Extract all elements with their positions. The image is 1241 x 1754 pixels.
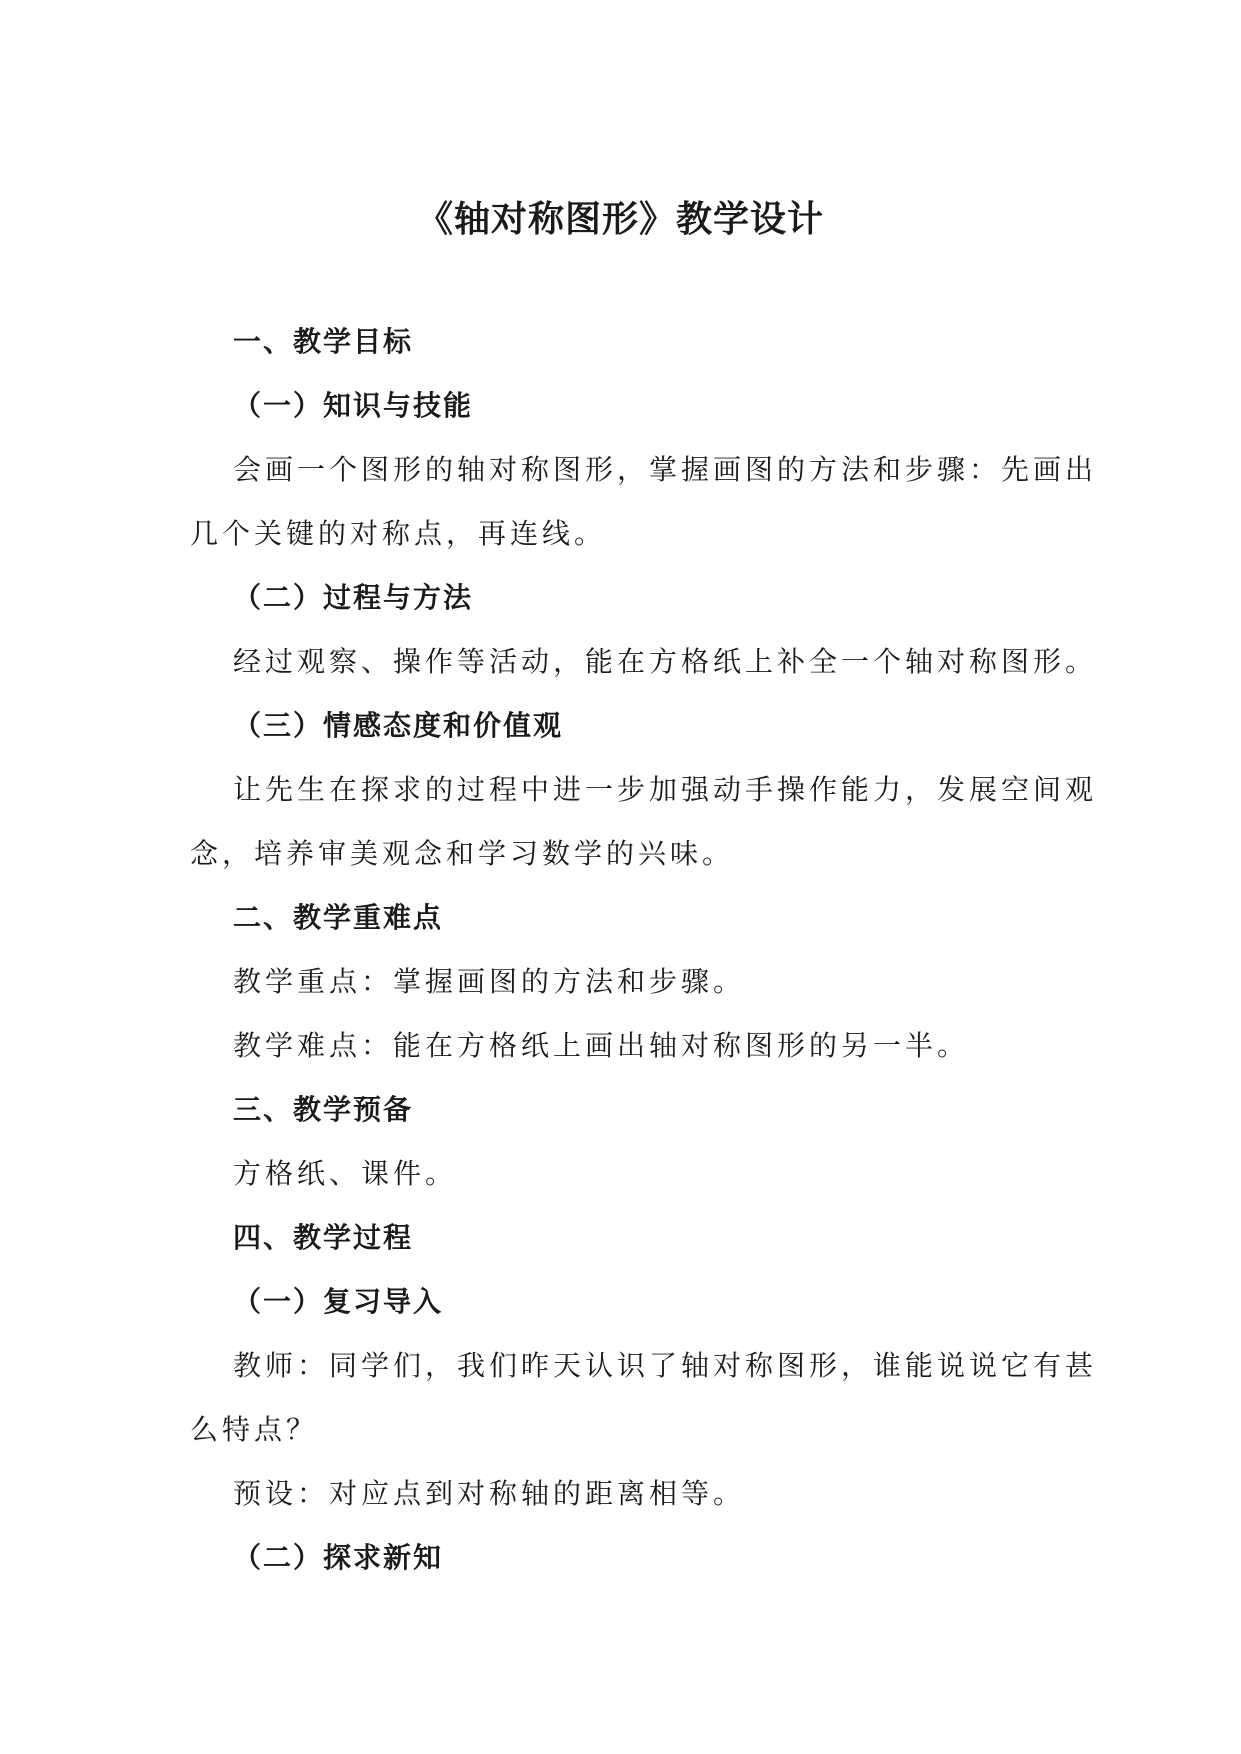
paragraph-line: 么特点？ [190, 1413, 319, 1446]
paragraph-line: 几个关键的对称点，再连线。 [190, 517, 607, 550]
paragraph-line: 预设：对应点到对称轴的距离相等。 [233, 1477, 746, 1510]
paragraph-line: 方格纸、课件。 [233, 1157, 458, 1190]
subheading-attitude-values: （三）情感态度和价值观 [233, 709, 564, 742]
paragraph-line: 教学难点：能在方格纸上画出轴对称图形的另一半。 [233, 1029, 970, 1062]
section-heading-key-points: 二、教学重难点 [233, 901, 444, 934]
subheading-process-method: （二）过程与方法 [233, 581, 474, 614]
section-heading-process: 四、教学过程 [233, 1221, 414, 1254]
paragraph-line: 经过观察、操作等活动，能在方格纸上补全一个轴对称图形。 [233, 645, 1098, 678]
subheading-knowledge-skills: （一）知识与技能 [233, 389, 474, 422]
document-title: 《轴对称图形》教学设计 [416, 199, 824, 240]
paragraph-line: 让先生在探求的过程中进一步加强动手操作能力，发展空间观 [233, 773, 1098, 806]
paragraph-line: 念，培养审美观念和学习数学的兴味。 [190, 837, 735, 870]
paragraph-line: 教师：同学们，我们昨天认识了轴对称图形，谁能说说它有甚 [233, 1349, 1098, 1382]
section-heading-objectives: 一、教学目标 [233, 325, 414, 358]
paragraph-line: 会画一个图形的轴对称图形，掌握画图的方法和步骤：先画出 [233, 453, 1098, 486]
paragraph-line: 教学重点：掌握画图的方法和步骤。 [233, 965, 746, 998]
subheading-review: （一）复习导入 [233, 1285, 444, 1318]
section-heading-preparation: 三、教学预备 [233, 1093, 414, 1126]
subheading-explore: （二）探求新知 [233, 1541, 444, 1574]
